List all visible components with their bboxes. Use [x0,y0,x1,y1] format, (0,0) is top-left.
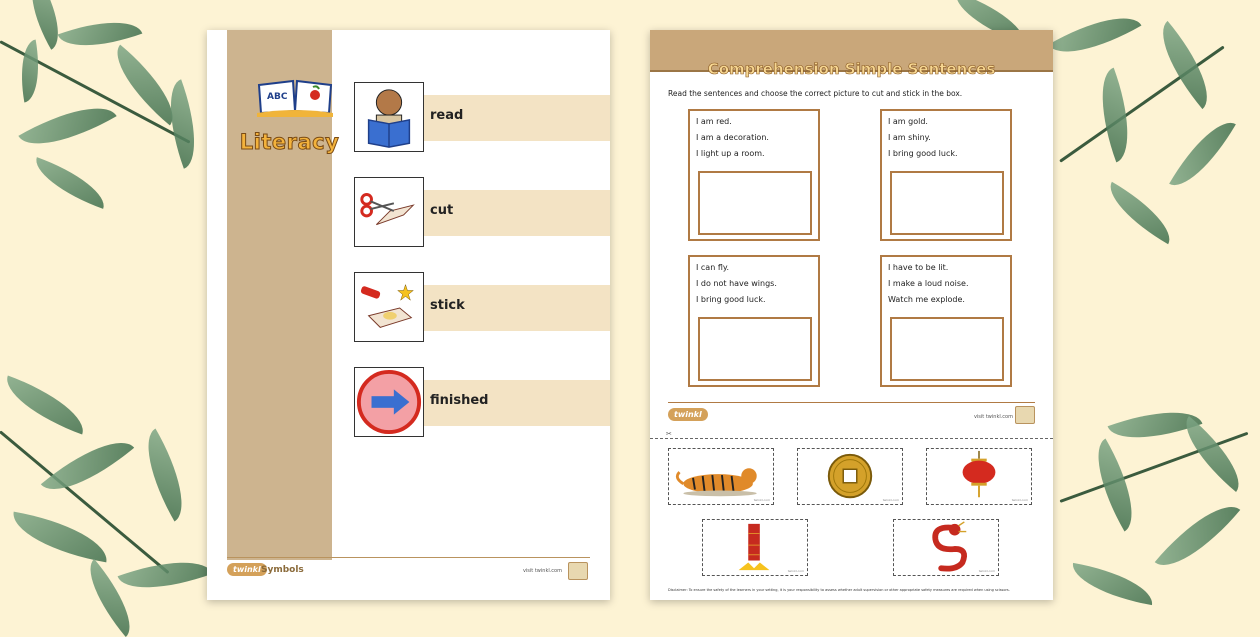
picture-card-tiger[interactable] [668,448,774,505]
picture-tag: twinkl.com [787,569,804,573]
symbol-row-stick [354,272,610,344]
picture-tag: twinkl.com [1011,498,1028,502]
sentence-line: I bring good luck. [696,295,766,304]
worksheet-instructions: Read the sentences and choose the correct picture to cut and stick in the box. [668,89,963,98]
scissors-icon: ✂ [666,430,672,438]
symbol-row-read [354,82,610,154]
visit-twinkl-link: visit twinkl.com [522,568,562,574]
sentence-line: I do not have wings. [696,279,777,288]
left-page-footer [227,557,590,582]
reading-person-icon [355,83,423,151]
dragon-icon [894,520,998,575]
picture-card-lantern[interactable] [926,448,1032,505]
sentence-card [688,255,820,387]
sentence-card [880,109,1012,241]
symbol-card [354,272,424,342]
glue-stick-icon [355,273,423,341]
symbol-label: finished [430,393,489,408]
open-book-icon [255,77,335,117]
sentence-card [688,109,820,241]
tiger-icon [669,449,773,504]
gold-coin-icon [798,449,902,504]
picture-tag: twinkl.com [978,569,995,573]
sentence-line: I light up a room. [696,149,765,158]
sentence-line: I bring good luck. [888,149,958,158]
sentence-line: I am red. [696,117,732,126]
symbol-card [354,177,424,247]
symbols-brand-label: Symbols [261,565,304,575]
picture-card-gold-coin[interactable] [797,448,903,505]
stick-box[interactable] [890,317,1004,381]
safety-disclaimer: Disclaimer: To ensure the safety of the learners in your setting, it is your responsibility to assess whether adult supervision or other appropriate safety measures are required when using scissors. [668,588,1010,592]
symbols-page [207,30,610,600]
symbol-label: cut [430,203,454,218]
sentence-line: I am shiny. [888,133,931,142]
symbol-card [354,367,424,437]
sentence-line: I am a decoration. [696,133,769,142]
picture-card-firework[interactable] [702,519,808,576]
book-abc-text: ABC [267,92,288,102]
picture-card-dragon[interactable] [893,519,999,576]
twinkl-logo: twinkl [668,408,708,421]
twinkl-logo: twinkl [227,563,267,576]
side-band [227,30,340,560]
scissors-icon [355,178,423,246]
quality-badge-icon [568,562,588,580]
symbol-row-finished [354,367,610,439]
worksheet-page [650,30,1053,600]
symbol-label: stick [430,298,465,313]
stick-box[interactable] [890,171,1004,235]
quality-badge-icon [1015,406,1035,424]
sentence-line: Watch me explode. [888,295,965,304]
sentence-line: I have to be lit. [888,263,949,272]
cut-line [650,438,1053,439]
picture-tag: twinkl.com [753,498,770,502]
sentence-line: I can fly. [696,263,729,272]
footer-divider [668,402,1035,403]
red-lantern-icon [927,449,1031,504]
sentence-line: I am gold. [888,117,928,126]
symbol-label: read [430,108,464,123]
symbol-card [354,82,424,152]
worksheet-title: Comprehension Simple Sentences [707,60,996,78]
picture-tag: twinkl.com [882,498,899,502]
sentence-card [880,255,1012,387]
subject-title: Literacy [239,130,340,154]
finished-arrow-icon [355,368,423,436]
stick-box[interactable] [698,317,812,381]
symbol-row-cut [354,177,610,249]
visit-twinkl-link: visit twinkl.com [973,414,1013,420]
sentence-line: I make a loud noise. [888,279,969,288]
firework-icon [703,520,807,575]
stick-box[interactable] [698,171,812,235]
